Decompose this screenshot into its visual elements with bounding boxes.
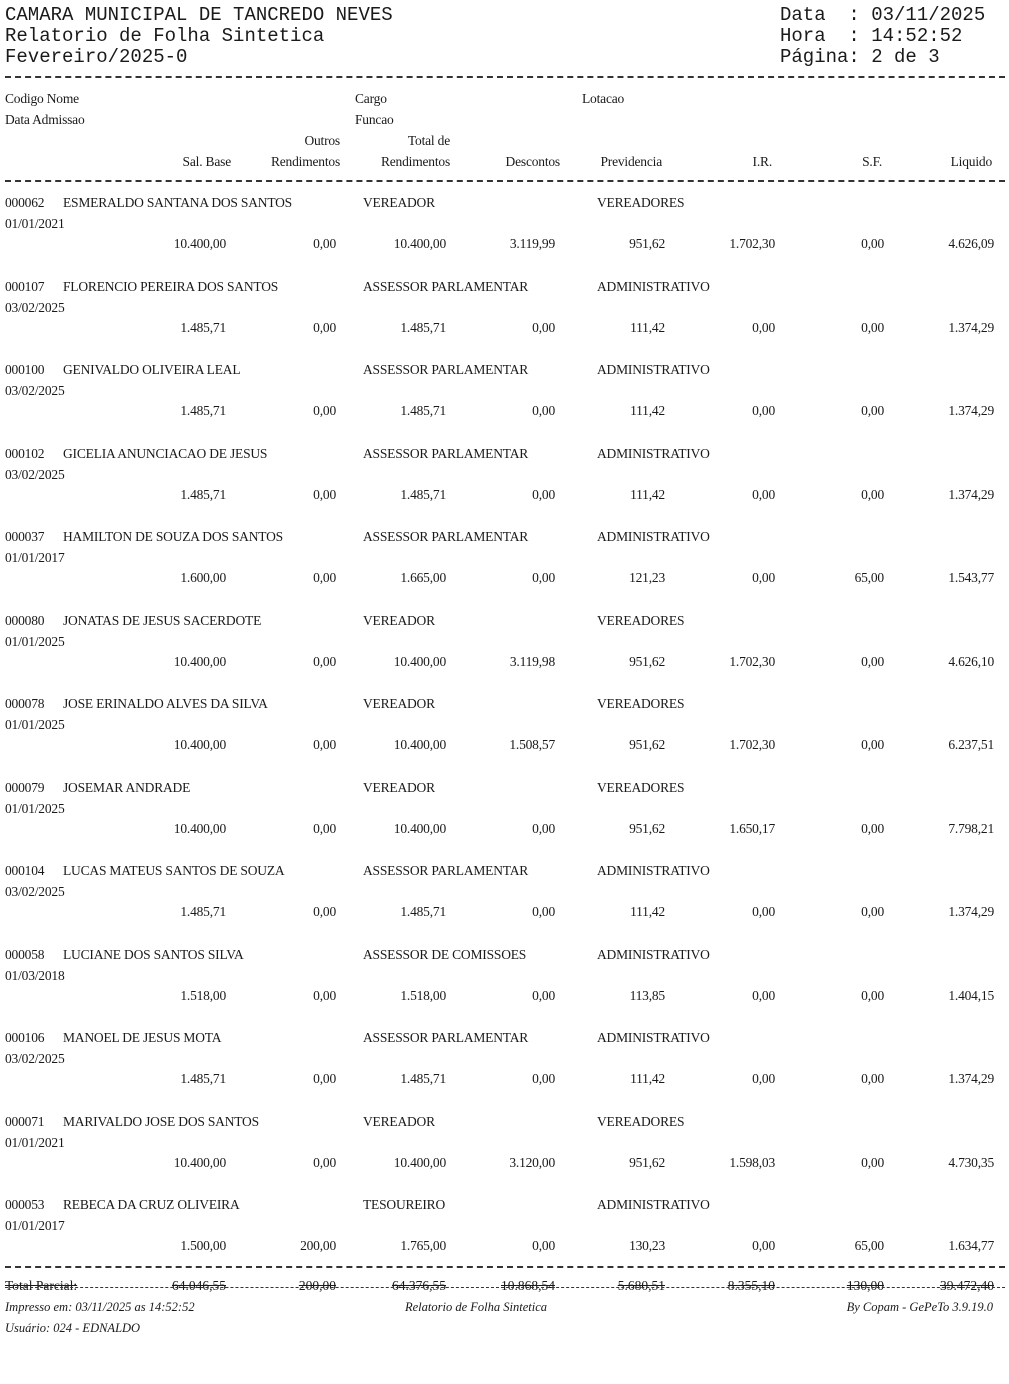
rec-previdencia: 111,42 [630, 319, 665, 335]
rec-previdencia: 951,62 [629, 236, 665, 251]
rec-admissao: 01/01/2025 [5, 633, 65, 649]
employee-record [0, 446, 1009, 530]
rec-ir: 0,00 [752, 486, 775, 502]
rec-cargo: VEREADOR [363, 779, 435, 795]
rec-lotacao: ADMINISTRATIVO [597, 863, 710, 878]
rec-sf: 65,00 [854, 1238, 884, 1253]
rec-code: 000079 [5, 779, 45, 795]
rec-cargo: VEREADOR [363, 195, 435, 210]
rec-sal-base: 10.400,00 [173, 737, 226, 752]
rec-admissao: 03/02/2025 [5, 299, 65, 315]
rec-outros: 0,00 [313, 987, 336, 1003]
rec-ir: 1.702,30 [729, 236, 775, 251]
rec-cargo: VEREADOR [363, 612, 435, 628]
rec-liquido: 1.374,29 [948, 486, 994, 502]
col-descontos: Descontos [505, 154, 560, 169]
col-funcao: Funcao [355, 112, 394, 127]
rec-ir: 1.650,17 [729, 820, 775, 836]
rec-cargo: TESOUREIRO [363, 1197, 445, 1212]
total-ir: 8.355,10 [727, 1278, 775, 1293]
total-descontos: 10.868,54 [501, 1278, 555, 1293]
rec-outros: 0,00 [313, 820, 336, 836]
total-rendimentos: 64.376,55 [392, 1278, 446, 1293]
rec-descontos: 3.119,98 [509, 653, 555, 669]
rec-total: 10.400,00 [393, 737, 446, 752]
rec-total: 1.518,00 [400, 987, 446, 1003]
rec-code: 000107 [5, 278, 45, 294]
rec-sf: 0,00 [861, 236, 884, 251]
total-sf: 130,00 [846, 1278, 884, 1293]
rec-code: 000071 [5, 1113, 45, 1129]
rec-code: 000037 [5, 529, 45, 544]
rec-lotacao: ADMINISTRATIVO [597, 445, 710, 461]
rec-liquido: 1.374,29 [948, 319, 994, 335]
columns-divider [5, 180, 1005, 182]
rec-previdencia: 111,42 [630, 1071, 665, 1086]
rec-total: 1.485,71 [400, 486, 446, 502]
footer-printed: Impresso em: 03/11/2025 as 14:52:52 [5, 1300, 195, 1314]
rec-previdencia: 111,42 [630, 486, 665, 502]
col-sf: S.F. [862, 154, 882, 169]
rec-descontos: 3.120,00 [509, 1154, 555, 1170]
rec-admissao: 03/02/2025 [5, 1051, 65, 1066]
rec-outros: 0,00 [313, 904, 336, 919]
rec-liquido: 1.634,77 [948, 1238, 994, 1253]
rec-outros: 0,00 [313, 1154, 336, 1170]
rec-total: 1.485,71 [400, 319, 446, 335]
rec-sf: 65,00 [854, 570, 884, 585]
rec-lotacao: ADMINISTRATIVO [597, 946, 710, 962]
rec-sal-base: 1.500,00 [180, 1238, 226, 1253]
rec-lotacao: VEREADORES [597, 195, 685, 210]
org-name: CAMARA MUNICIPAL DE TANCREDO NEVES [5, 4, 393, 26]
rec-previdencia: 130,23 [629, 1238, 665, 1253]
col-outros: Outros [304, 133, 340, 148]
rec-sf: 0,00 [861, 737, 884, 752]
rec-code: 000104 [5, 863, 45, 878]
employee-record [0, 362, 1009, 446]
rec-outros: 0,00 [313, 1071, 336, 1086]
rec-total: 10.400,00 [393, 820, 446, 836]
col-previdencia: Previdencia [600, 154, 662, 169]
rec-sf: 0,00 [861, 319, 884, 335]
rec-lotacao: VEREADORES [597, 612, 685, 628]
rec-admissao: 01/01/2025 [5, 717, 65, 732]
rec-lotacao: VEREADORES [597, 779, 685, 795]
footer-title: Relatorio de Folha Sintetica [405, 1300, 547, 1314]
employee-record [0, 780, 1009, 864]
col-sal-base: Sal. Base [182, 154, 231, 169]
employee-record [0, 613, 1009, 697]
rec-outros: 0,00 [313, 403, 336, 418]
rec-cargo: ASSESSOR DE COMISSOES [363, 946, 527, 962]
rec-name: GENIVALDO OLIVEIRA LEAL [63, 362, 241, 377]
rec-name: MARIVALDO JOSE DOS SANTOS [63, 1113, 259, 1129]
rec-admissao: 01/03/2018 [5, 967, 65, 983]
rec-code: 000080 [5, 612, 45, 628]
rec-liquido: 1.374,29 [948, 1071, 994, 1086]
col-liquido: Liquido [950, 154, 992, 169]
rec-name: FLORENCIO PEREIRA DOS SANTOS [63, 278, 279, 294]
rec-sal-base: 1.485,71 [180, 486, 226, 502]
rec-previdencia: 951,62 [629, 820, 665, 836]
rec-total: 10.400,00 [393, 1154, 446, 1170]
rec-outros: 0,00 [313, 653, 336, 669]
col-data-admissao: Data Admissao [5, 112, 85, 127]
employee-record [0, 696, 1009, 780]
rec-ir: 0,00 [752, 403, 775, 418]
rec-cargo: ASSESSOR PARLAMENTAR [363, 362, 529, 377]
rec-lotacao: VEREADORES [597, 1113, 685, 1129]
rec-descontos: 0,00 [532, 403, 555, 418]
rec-sal-base: 1.518,00 [180, 987, 226, 1003]
rec-ir: 0,00 [752, 1071, 775, 1086]
rec-sal-base: 10.400,00 [173, 1154, 226, 1170]
report-date: Data : 03/11/2025 [780, 4, 986, 26]
rec-previdencia: 951,62 [629, 737, 665, 752]
rec-name: JOSEMAR ANDRADE [63, 779, 191, 795]
rec-previdencia: 113,85 [629, 987, 665, 1003]
total-liquido: 39.472,40 [940, 1278, 994, 1293]
rec-lotacao: ADMINISTRATIVO [597, 278, 710, 294]
total-sal-base: 64.046,55 [172, 1278, 226, 1293]
rec-code: 000053 [5, 1197, 45, 1212]
col-lotacao: Lotacao [582, 91, 625, 106]
rec-liquido: 1.374,29 [948, 403, 994, 418]
employee-record [0, 279, 1009, 363]
rec-ir: 0,00 [752, 319, 775, 335]
rec-ir: 1.702,30 [729, 737, 775, 752]
rec-descontos: 0,00 [532, 904, 555, 919]
rec-total: 10.400,00 [393, 653, 446, 669]
rec-liquido: 6.237,51 [948, 737, 994, 752]
rec-sal-base: 1.485,71 [180, 319, 226, 335]
rec-descontos: 0,00 [532, 486, 555, 502]
rec-previdencia: 951,62 [629, 653, 665, 669]
rec-sal-base: 10.400,00 [173, 653, 226, 669]
rec-descontos: 3.119,99 [509, 236, 555, 251]
report-period: Fevereiro/2025-0 [5, 46, 188, 68]
rec-ir: 0,00 [752, 1238, 775, 1253]
rec-lotacao: ADMINISTRATIVO [597, 529, 710, 544]
rec-total: 1.485,71 [400, 403, 446, 418]
rec-name: LUCAS MATEUS SANTOS DE SOUZA [63, 863, 285, 878]
rec-descontos: 0,00 [532, 319, 555, 335]
rec-cargo: ASSESSOR PARLAMENTAR [363, 278, 529, 294]
rec-admissao: 03/02/2025 [5, 466, 65, 482]
rec-lotacao: ADMINISTRATIVO [597, 362, 710, 377]
rec-sal-base: 1.485,71 [180, 403, 226, 418]
totals-strike-rule [5, 1287, 1005, 1288]
rec-total: 1.485,71 [400, 904, 446, 919]
rec-name: MANOEL DE JESUS MOTA [63, 1030, 222, 1045]
rec-name: JONATAS DE JESUS SACERDOTE [63, 612, 262, 628]
rec-cargo: ASSESSOR PARLAMENTAR [363, 445, 529, 461]
rec-total: 1.665,00 [400, 570, 446, 585]
rec-outros: 0,00 [313, 737, 336, 752]
employee-record [0, 1197, 1009, 1281]
rec-code: 000100 [5, 362, 45, 377]
rec-name: ESMERALDO SANTANA DOS SANTOS [63, 195, 292, 210]
rec-sal-base: 10.400,00 [173, 236, 226, 251]
rec-cargo: ASSESSOR PARLAMENTAR [363, 1030, 529, 1045]
report-title: Relatorio de Folha Sintetica [5, 25, 325, 47]
rec-liquido: 4.626,09 [948, 236, 994, 251]
rec-sf: 0,00 [861, 1154, 884, 1170]
rec-liquido: 1.404,15 [948, 987, 994, 1003]
employee-record [0, 529, 1009, 613]
rec-total: 1.485,71 [400, 1071, 446, 1086]
rec-admissao: 01/01/2025 [5, 800, 65, 816]
col-total-de: Total de [407, 133, 450, 148]
rec-outros: 0,00 [313, 486, 336, 502]
rec-admissao: 03/02/2025 [5, 884, 65, 899]
rec-admissao: 01/01/2017 [5, 550, 65, 565]
col-cargo: Cargo [355, 91, 387, 106]
footer-by: By Copam - GePeTo 3.9.19.0 [846, 1300, 993, 1314]
rec-total: 1.765,00 [400, 1238, 446, 1253]
rec-ir: 0,00 [752, 570, 775, 585]
total-previdencia: 5.680,51 [617, 1278, 665, 1293]
rec-sal-base: 10.400,00 [173, 820, 226, 836]
rec-ir: 1.598,03 [729, 1154, 775, 1170]
report-page: Página: 2 de 3 [780, 46, 940, 68]
rec-code: 000078 [5, 696, 45, 711]
rec-outros: 200,00 [300, 1238, 336, 1253]
rec-ir: 0,00 [752, 987, 775, 1003]
rec-cargo: VEREADOR [363, 696, 435, 711]
totals-label: Total Parcial: [5, 1278, 78, 1293]
rec-sf: 0,00 [861, 486, 884, 502]
rec-name: JOSE ERINALDO ALVES DA SILVA [63, 696, 268, 711]
rec-descontos: 0,00 [532, 570, 555, 585]
rec-admissao: 01/01/2021 [5, 1134, 65, 1150]
rec-admissao: 01/01/2017 [5, 1218, 65, 1233]
rec-cargo: VEREADOR [363, 1113, 435, 1129]
rec-sf: 0,00 [861, 904, 884, 919]
rec-sf: 0,00 [861, 987, 884, 1003]
employee-record [0, 1114, 1009, 1198]
rec-descontos: 0,00 [532, 820, 555, 836]
report-time: Hora : 14:52:52 [780, 25, 963, 47]
employee-record [0, 195, 1009, 279]
rec-sf: 0,00 [861, 403, 884, 418]
rec-liquido: 7.798,21 [948, 820, 994, 836]
rec-descontos: 0,00 [532, 987, 555, 1003]
col-codigo-nome: Codigo Nome [5, 91, 79, 106]
rec-cargo: ASSESSOR PARLAMENTAR [363, 863, 529, 878]
rec-sal-base: 1.485,71 [180, 904, 226, 919]
totals-divider [5, 1266, 1005, 1268]
rec-sf: 0,00 [861, 1071, 884, 1086]
rec-name: REBECA DA CRUZ OLIVEIRA [63, 1197, 240, 1212]
rec-previdencia: 111,42 [630, 904, 665, 919]
rec-lotacao: ADMINISTRATIVO [597, 1197, 710, 1212]
rec-total: 10.400,00 [393, 236, 446, 251]
rec-sf: 0,00 [861, 653, 884, 669]
employee-record [0, 947, 1009, 1031]
rec-liquido: 4.730,35 [948, 1154, 994, 1170]
footer-user: Usuário: 024 - EDNALDO [5, 1321, 141, 1335]
rec-outros: 0,00 [313, 570, 336, 585]
rec-ir: 1.702,30 [729, 653, 775, 669]
rec-sf: 0,00 [861, 820, 884, 836]
col-total-rendimentos: Rendimentos [380, 154, 450, 169]
total-outros: 200,00 [298, 1278, 336, 1293]
rec-lotacao: VEREADORES [597, 696, 685, 711]
rec-admissao: 03/02/2025 [5, 383, 65, 398]
rec-ir: 0,00 [752, 904, 775, 919]
rec-previdencia: 111,42 [630, 403, 665, 418]
rec-descontos: 1.508,57 [509, 737, 555, 752]
rec-name: GICELIA ANUNCIACAO DE JESUS [63, 445, 268, 461]
rec-sal-base: 1.485,71 [180, 1071, 226, 1086]
rec-liquido: 4.626,10 [948, 653, 994, 669]
employee-record [0, 1030, 1009, 1114]
rec-descontos: 0,00 [532, 1238, 555, 1253]
rec-lotacao: ADMINISTRATIVO [597, 1030, 710, 1045]
rec-code: 000106 [5, 1030, 45, 1045]
rec-outros: 0,00 [313, 236, 336, 251]
employee-record [0, 863, 1009, 947]
rec-previdencia: 121,23 [629, 570, 665, 585]
rec-code: 000102 [5, 445, 45, 461]
rec-cargo: ASSESSOR PARLAMENTAR [363, 529, 529, 544]
col-ir: I.R. [752, 154, 772, 169]
header-divider [5, 76, 1005, 78]
rec-outros: 0,00 [313, 319, 336, 335]
rec-name: LUCIANE DOS SANTOS SILVA [63, 946, 244, 962]
rec-descontos: 0,00 [532, 1071, 555, 1086]
rec-code: 000058 [5, 946, 45, 962]
rec-name: HAMILTON DE SOUZA DOS SANTOS [63, 529, 283, 544]
rec-sal-base: 1.600,00 [180, 570, 226, 585]
rec-previdencia: 951,62 [629, 1154, 665, 1170]
col-rendimentos: Rendimentos [270, 154, 340, 169]
rec-code: 000062 [5, 195, 45, 210]
rec-liquido: 1.374,29 [948, 904, 994, 919]
rec-liquido: 1.543,77 [948, 570, 994, 585]
rec-admissao: 01/01/2021 [5, 216, 65, 231]
